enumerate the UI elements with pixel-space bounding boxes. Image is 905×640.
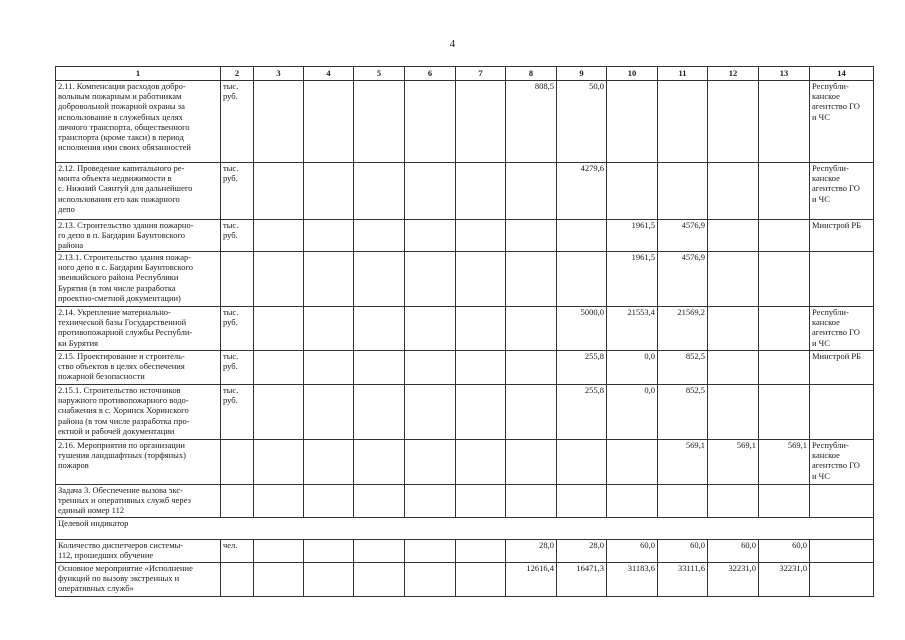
table-cell xyxy=(304,563,354,597)
table-cell xyxy=(759,385,810,440)
table-cell xyxy=(708,485,759,518)
column-header-6: 6 xyxy=(405,67,456,81)
table-cell: 569,1 xyxy=(658,440,708,485)
table-cell xyxy=(405,540,456,563)
table-cell xyxy=(658,163,708,220)
table-cell xyxy=(506,163,557,220)
column-header-9: 9 xyxy=(557,67,607,81)
table-cell: 50,0 xyxy=(557,81,607,163)
table-cell xyxy=(354,563,405,597)
row-description: 2.15. Проектирование и строитель- ство объектов в целях обеспечения пожарной безопасности xyxy=(56,351,221,385)
table-cell xyxy=(304,351,354,385)
table-cell xyxy=(304,307,354,351)
table-row xyxy=(56,440,874,485)
table-cell: 569,1 xyxy=(759,440,810,485)
table-cell xyxy=(221,252,254,307)
table-cell xyxy=(354,440,405,485)
table-cell: 4576,9 xyxy=(658,252,708,307)
table-cell: 28,0 xyxy=(557,540,607,563)
table-cell: 0,0 xyxy=(607,351,658,385)
table-cell xyxy=(304,252,354,307)
table-row xyxy=(56,163,874,220)
table-cell xyxy=(506,351,557,385)
table-cell xyxy=(456,351,506,385)
table-cell: 852,5 xyxy=(658,351,708,385)
table-cell xyxy=(254,563,304,597)
table-cell xyxy=(221,563,254,597)
row-description: 2.11. Компенсация расходов добро- вольным пожарным и работникам добровольной пожарной охраны за использование в служебных целях личного транспорта, общественного транспорта (кроме такси) в период исполнения ими своих обязанностей xyxy=(56,81,221,163)
table-cell: 32231,0 xyxy=(759,563,810,597)
table-cell: тыс. руб. xyxy=(221,351,254,385)
table-cell xyxy=(354,351,405,385)
table-cell xyxy=(354,540,405,563)
table-cell: 32231,0 xyxy=(708,563,759,597)
column-header-1: 1 xyxy=(56,67,221,81)
table-cell xyxy=(759,81,810,163)
table-cell xyxy=(254,81,304,163)
row-description: 2.12. Проведение капитального ре- монта объекта недвижимости в с. Нижний Саянтуй для дальнейшего использования его как пожарного депо xyxy=(56,163,221,220)
column-header-3: 3 xyxy=(254,67,304,81)
table-cell xyxy=(607,81,658,163)
table-cell: тыс. руб. xyxy=(221,81,254,163)
table-cell xyxy=(759,485,810,518)
table-cell xyxy=(607,440,658,485)
table-cell: 31183,6 xyxy=(607,563,658,597)
table-cell xyxy=(658,81,708,163)
row-responsible: Республи- канское агентство ГО и ЧС xyxy=(810,163,874,220)
column-header-2: 2 xyxy=(221,67,254,81)
table-cell xyxy=(708,385,759,440)
row-description: 2.13. Строительство здания пожарно- го депо в п. Багдарин Баунтовского района xyxy=(56,220,221,252)
table-body xyxy=(56,81,874,597)
row-description: 2.16. Мероприятия по организации тушения ландшафтных (торфяных) пожаров xyxy=(56,440,221,485)
table-cell xyxy=(254,252,304,307)
row-description: Количество диспетчеров системы- 112, прошедших обучение xyxy=(56,540,221,563)
table-cell xyxy=(456,252,506,307)
table-cell: 33111,6 xyxy=(658,563,708,597)
table-cell xyxy=(354,307,405,351)
table-cell xyxy=(456,485,506,518)
table-cell: 255,8 xyxy=(557,385,607,440)
table-cell: 60,0 xyxy=(658,540,708,563)
table-cell xyxy=(759,307,810,351)
table-cell xyxy=(759,252,810,307)
row-responsible: Республи- канское агентство ГО и ЧС xyxy=(810,307,874,351)
table-cell: 21553,4 xyxy=(607,307,658,351)
table-cell: 60,0 xyxy=(759,540,810,563)
table-cell xyxy=(405,252,456,307)
table-cell xyxy=(506,307,557,351)
table-cell xyxy=(708,163,759,220)
row-responsible xyxy=(810,252,874,307)
table-cell xyxy=(506,252,557,307)
table-cell: 0,0 xyxy=(607,385,658,440)
page-number: 4 xyxy=(449,38,456,50)
table-cell xyxy=(759,351,810,385)
table-cell xyxy=(557,252,607,307)
table-cell xyxy=(304,540,354,563)
table-cell: 60,0 xyxy=(607,540,658,563)
table-cell xyxy=(304,163,354,220)
table-cell: 12616,4 xyxy=(506,563,557,597)
table-cell xyxy=(354,81,405,163)
table-cell xyxy=(405,385,456,440)
table-cell xyxy=(456,81,506,163)
column-header-4: 4 xyxy=(304,67,354,81)
row-description: Основное мероприятие «Исполнение функций по вызову экстренных и оперативных служб» xyxy=(56,563,221,597)
table-cell: 16471,3 xyxy=(557,563,607,597)
table-cell xyxy=(557,440,607,485)
table-cell xyxy=(354,485,405,518)
table-cell xyxy=(405,81,456,163)
row-description: 2.13.1. Строительство здания пожар- ного депо в с. Багдарин Баунтовского эвенкийского района Республики Бурятия (в том числе разработка проектно-сметной документации) xyxy=(56,252,221,307)
row-responsible xyxy=(810,563,874,597)
table-cell xyxy=(254,440,304,485)
table-cell xyxy=(405,307,456,351)
table-cell xyxy=(456,385,506,440)
row-responsible xyxy=(810,540,874,563)
row-responsible: Республи- канское агентство ГО и ЧС xyxy=(810,440,874,485)
row-description: Задача 3. Обеспечение вызова экс- тренных и оперативных служб через единый номер 112 xyxy=(56,485,221,518)
table-cell xyxy=(354,163,405,220)
table-cell: 60,0 xyxy=(708,540,759,563)
table-cell xyxy=(254,220,304,252)
column-header-14: 14 xyxy=(810,67,874,81)
table-cell xyxy=(708,252,759,307)
column-header-7: 7 xyxy=(456,67,506,81)
table-cell xyxy=(221,485,254,518)
table-cell: 21569,2 xyxy=(658,307,708,351)
table-cell: 1961,5 xyxy=(607,220,658,252)
row-responsible xyxy=(810,385,874,440)
table-cell xyxy=(354,220,405,252)
table-cell xyxy=(456,220,506,252)
table-cell: 808,5 xyxy=(506,81,557,163)
table-cell xyxy=(708,351,759,385)
table-cell xyxy=(254,163,304,220)
row-responsible: Минстрой РБ xyxy=(810,351,874,385)
column-header-11: 11 xyxy=(658,67,708,81)
table-cell xyxy=(254,307,304,351)
table-cell xyxy=(557,220,607,252)
column-header-10: 10 xyxy=(607,67,658,81)
table-cell: тыс. руб. xyxy=(221,307,254,351)
table-cell xyxy=(221,440,254,485)
column-header-13: 13 xyxy=(759,67,810,81)
target-indicator-row xyxy=(56,518,874,540)
table-cell: 852,5 xyxy=(658,385,708,440)
table-cell xyxy=(456,563,506,597)
table-row xyxy=(56,220,874,252)
table-cell: тыс. руб. xyxy=(221,385,254,440)
table-cell xyxy=(254,540,304,563)
table-cell: 4279,6 xyxy=(557,163,607,220)
table-cell xyxy=(708,220,759,252)
table-cell: чел. xyxy=(221,540,254,563)
table-cell xyxy=(506,440,557,485)
table-cell xyxy=(254,351,304,385)
row-responsible xyxy=(810,485,874,518)
program-table xyxy=(55,66,874,597)
table-cell xyxy=(354,252,405,307)
table-cell: тыс. руб. xyxy=(221,163,254,220)
table-cell: тыс. руб. xyxy=(221,220,254,252)
table-cell xyxy=(304,81,354,163)
row-responsible: Минстрой РБ xyxy=(810,220,874,252)
table-row xyxy=(56,540,874,563)
table-cell xyxy=(405,440,456,485)
table-cell xyxy=(506,485,557,518)
table-cell xyxy=(405,563,456,597)
column-header-12: 12 xyxy=(708,67,759,81)
table-cell xyxy=(759,220,810,252)
table-cell: 4576,9 xyxy=(658,220,708,252)
table-cell xyxy=(405,485,456,518)
table-row xyxy=(56,385,874,440)
table-cell xyxy=(607,485,658,518)
table-row xyxy=(56,81,874,163)
header-row xyxy=(56,67,874,81)
table-cell xyxy=(607,163,658,220)
target-indicator-label: Целевой индикатор xyxy=(56,518,874,540)
table-cell: 255,8 xyxy=(557,351,607,385)
table-cell xyxy=(405,351,456,385)
table-cell xyxy=(456,540,506,563)
table-cell xyxy=(304,485,354,518)
table-cell xyxy=(506,385,557,440)
row-description: 2.15.1. Строительство источников наружного противопожарного водо- снабжения в с. Хоринск Хоринского района (в том числе разработка про- ектной и рабочей документации xyxy=(56,385,221,440)
table-row xyxy=(56,307,874,351)
row-description: 2.14. Укрепление материально- технической базы Государственной противопожарной службы Республи- ки Бурятия xyxy=(56,307,221,351)
table-cell xyxy=(708,81,759,163)
table-cell xyxy=(354,385,405,440)
table-cell xyxy=(254,385,304,440)
table-cell: 1961,5 xyxy=(607,252,658,307)
column-header-8: 8 xyxy=(506,67,557,81)
table-cell xyxy=(304,440,354,485)
table-row xyxy=(56,485,874,518)
table-cell xyxy=(304,220,354,252)
table-cell xyxy=(456,440,506,485)
table-row xyxy=(56,563,874,597)
table-cell xyxy=(304,385,354,440)
column-header-5: 5 xyxy=(354,67,405,81)
table-cell xyxy=(557,485,607,518)
table-cell xyxy=(405,163,456,220)
table-cell xyxy=(456,163,506,220)
table-cell xyxy=(658,485,708,518)
table-cell xyxy=(456,307,506,351)
table-cell: 28,0 xyxy=(506,540,557,563)
table-cell: 569,1 xyxy=(708,440,759,485)
row-responsible: Республи- канское агентство ГО и ЧС xyxy=(810,81,874,163)
table-cell xyxy=(708,307,759,351)
table-row xyxy=(56,252,874,307)
table-cell: 5000,0 xyxy=(557,307,607,351)
table-cell xyxy=(254,485,304,518)
table-cell xyxy=(405,220,456,252)
table-cell xyxy=(506,220,557,252)
table-row xyxy=(56,351,874,385)
table-cell xyxy=(759,163,810,220)
